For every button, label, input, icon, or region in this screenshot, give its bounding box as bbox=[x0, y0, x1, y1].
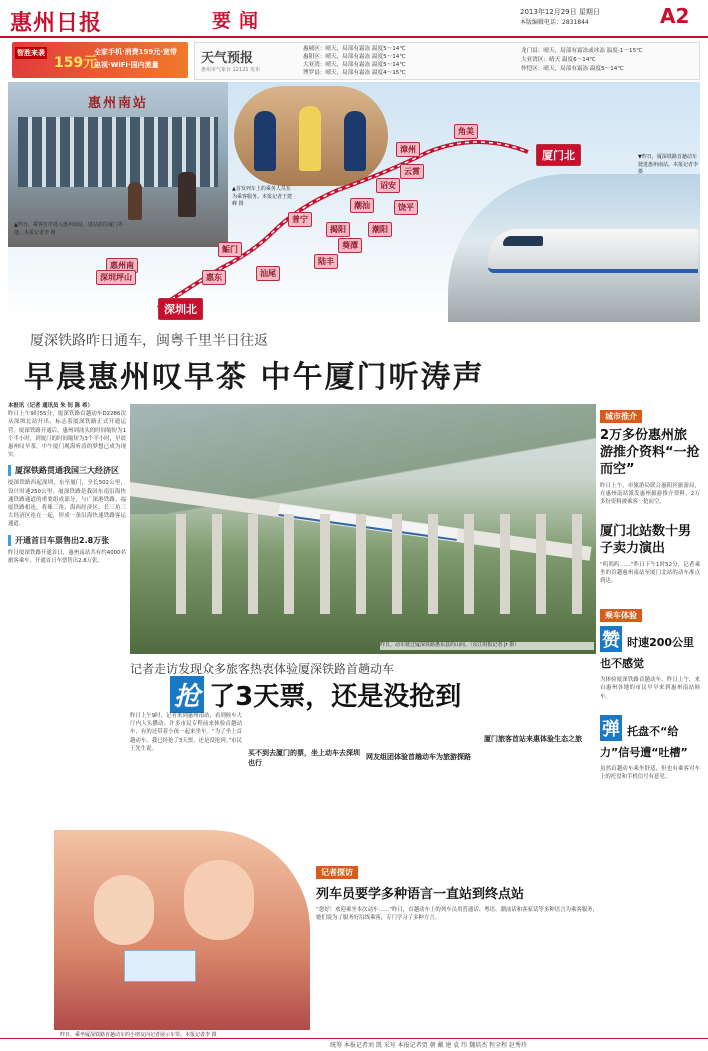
station-label: 云霄 bbox=[400, 164, 424, 179]
weather-line: 博罗县：晴天，局部有霜冻 温度4～15℃ bbox=[303, 70, 406, 76]
station-label: 汕尾 bbox=[256, 266, 280, 281]
story-title-1: 记者走访发现众多旅客热衷体验厦深铁路首趟动车 bbox=[130, 662, 395, 676]
lead-subhead-2: 开通首日车票售出2.8万张 bbox=[8, 535, 126, 546]
viaduct-piers bbox=[150, 514, 590, 614]
weather-line: 惠城区：晴天，局部有霜冻 温度5～14℃ bbox=[303, 46, 406, 52]
child-face bbox=[94, 875, 154, 945]
sidebar-block-praise bbox=[600, 626, 700, 672]
sidebar-tag-city: 城市推介 bbox=[600, 410, 642, 423]
ad-badge: 智胜来袭 bbox=[17, 49, 45, 57]
sidebar-block-complaint bbox=[600, 715, 700, 761]
story-subhead-b: 网友组团体验首趟动车为旅游探路 bbox=[366, 753, 471, 761]
station-label-terminus: 厦门北 bbox=[536, 144, 581, 166]
masthead bbox=[0, 0, 708, 38]
page-number: A2 bbox=[660, 4, 690, 28]
ad-banner bbox=[12, 42, 188, 78]
section-title: 要闻 bbox=[212, 10, 267, 32]
crew-photo-caption: ▲首发列车上的乘务人员在为乘客服务。本报记者王建峰 摄 bbox=[232, 186, 293, 207]
kids-photo-caption: 昨日，乘坐厦深铁路首趟动车的小朋友向记者展示车票。本报记者李 摄 bbox=[60, 1032, 217, 1038]
sidebar-text-4: 虽然首趟动车乘坐舒适，但也有乘客对车上的托盘和手机信号有意见。 bbox=[600, 765, 700, 781]
lead-paragraph-3: 昨日厦深铁路开通首日，惠州南站共有约4000名旅客乘车，开通首日车票售出2.8万张。 bbox=[8, 549, 126, 564]
lead-paragraph-2: 厦深铁路西起深圳，东至厦门，全长502公里，设计时速250公里。厦深铁路是我国东南沿海快速铁路通道的重要组成部分，与广深港铁路、福厦铁路相连，将珠三角、海西经济区、长三角三大经济区连在一起，形成一条沿海快速铁路客运通道。 bbox=[8, 480, 126, 528]
weather-line: 仲恺区：晴天，局部有霜冻 温度5～14℃ bbox=[521, 66, 624, 72]
station-label: 揭阳 bbox=[326, 222, 350, 237]
train-window bbox=[503, 236, 543, 246]
ad-line-1: 全家手机·消费159元·宽带 bbox=[94, 48, 177, 56]
station-label: 深圳坪山 bbox=[96, 270, 136, 285]
weather-line: 惠阳区：晴天，局部有霜冻 温度5～14℃ bbox=[303, 54, 406, 60]
station-label: 角美 bbox=[454, 124, 478, 139]
headline-main: 早晨惠州叹早茶 中午厦门听涛声 bbox=[24, 360, 485, 395]
station-photo-caption: ▲昨日，乘客有序进入惠州南站，进站前往厦门等地。本报记者李 摄 bbox=[14, 222, 123, 236]
ad-price: 159元 bbox=[54, 55, 98, 71]
editor-phone: 本版编辑电话：2831844 bbox=[520, 19, 589, 26]
story-title-big-char: 抢 bbox=[170, 676, 204, 713]
kids-photo bbox=[54, 830, 310, 1030]
train-ticket bbox=[124, 950, 196, 982]
sidebar-text-2: “呜呜呜……”昨日下午1时52分，记者乘坐的首趟惠州南站至厦门北站的动车准点到达。 bbox=[600, 561, 700, 585]
weather-column-1 bbox=[303, 45, 503, 77]
sidebar-text-1: 昨日上午，市旅游局联合惠阳区旅游局，在惠州南站派发惠州旅游推介资料，2万多份资料被乘客一抢而空。 bbox=[600, 483, 700, 506]
sidebar-text-3: 为体验厦深铁路首趟动车，昨日上午，来自惠州各地的市民早早来到惠州南站候车。 bbox=[600, 677, 700, 700]
station-label: 潮阳 bbox=[368, 222, 392, 237]
crew-story-text: “您好！欢迎乘坐本次动车……”昨日，首趟动车上的列车员用普通话、粤语、潮汕话和客家话等多种语言为乘客服务，她们说为了服务好沿线乘客，专门学习了多种方言。 bbox=[316, 907, 598, 922]
station-label-origin: 深圳北 bbox=[158, 298, 203, 320]
station-label: 潮汕 bbox=[350, 198, 374, 213]
masthead-rule bbox=[0, 36, 708, 38]
story-col-2 bbox=[248, 712, 360, 768]
train-photo-caption: ▼昨日，厦深铁路首趟动车驶进惠州南站。本报记者李 摄 bbox=[638, 154, 699, 175]
footer-credits: 统筹 本报记者刘 凯 采写 本报记者贾 朝 戴 建 袁 纬 魏培杰 程全程 赵秀玲 bbox=[330, 1042, 527, 1049]
sidebar-head-2: 厦门北站数十男子卖力演出 bbox=[600, 523, 692, 556]
sidebar-head-3: 时速200公里也不感觉 bbox=[600, 636, 695, 671]
station-label: 陆丰 bbox=[314, 254, 338, 269]
ad-line-2: 电视·WiFi·国内流量 bbox=[94, 61, 159, 69]
sidebar-head-4: 托盘不“给力”信号遭“吐槽” bbox=[600, 724, 688, 759]
weather-box bbox=[194, 42, 700, 80]
lead-paragraph: 昨日上午9时55分，厦深铁路首趟动车D2286次从深圳北站开出，标志着厦深铁路正式开通运营。厦深铁路开通后，惠州到汕头的时间缩短为1个半小时，到厦门的时间缩短为3个半小时，早晨惠州叹早茶，中午厦门观海听涛的梦想已成为现实。 bbox=[8, 411, 126, 459]
story-subhead-c: 厦门旅客首站来惠体验生态之旅 bbox=[484, 735, 582, 743]
station-label: 普宁 bbox=[288, 212, 312, 227]
route-map-area bbox=[8, 82, 700, 322]
story-title-rest: 了3天票，还是没抢到 bbox=[209, 682, 462, 712]
headline-kicker: 厦深铁路昨日通车，闽粤千里半日往返 bbox=[30, 333, 268, 349]
weather-subtitle: 惠州市气象台 12121 发布 bbox=[201, 67, 261, 73]
child-face bbox=[184, 860, 254, 940]
newspaper-logo: 惠州日报 bbox=[10, 10, 103, 36]
weather-column-2 bbox=[521, 47, 697, 74]
station-label: 诏安 bbox=[376, 178, 400, 193]
story-col-3 bbox=[366, 712, 478, 762]
story-col-1: 昨日上午9时，记者来到惠州南站，看到候车大厅内人头攒动。许多市民专程前来体验首趟动车，有的还带着小孩一起来坐车。“为了坐上首趟动车，我已经抢了3天票，还是没抢到。”市民王先生说。 bbox=[130, 713, 242, 752]
sidebar-head-1: 2万多份惠州旅游推介资料“一抢而空” bbox=[600, 428, 700, 477]
story-col-4 bbox=[484, 712, 596, 744]
station-label: 惠东 bbox=[202, 270, 226, 285]
crew-story-tag: 记者探访 bbox=[316, 866, 358, 879]
sidebar bbox=[600, 404, 700, 1024]
story-subhead-a: 买不到去厦门的票，坐上动车去深圳也行 bbox=[248, 749, 360, 767]
bridge-photo bbox=[130, 404, 596, 654]
story-title-2 bbox=[170, 676, 461, 713]
lead-byline: 本报讯（记者 通讯员 朱 钊 陈 希） bbox=[8, 403, 93, 409]
lead-column bbox=[8, 402, 126, 782]
lead-subhead-1: 厦深铁路贯通我国三大经济区 bbox=[8, 465, 126, 476]
weather-line: 大亚湾区：晴天 温度6～14℃ bbox=[521, 57, 596, 63]
weather-line: 大亚湾：晴天，局部有霜冻 温度5～14℃ bbox=[303, 62, 406, 68]
issue-date: 2013年12月29日 星期日 bbox=[520, 8, 600, 16]
praise-char: 赞 bbox=[600, 626, 622, 652]
footer-rule bbox=[0, 1038, 708, 1039]
bridge-photo-caption: 昨日，动车驶过厦深铁路惠东县的山间。（东江时报记者 Jr 摄） bbox=[380, 642, 594, 650]
crew-story-head: 列车员要学多种语言一直站到终点站 bbox=[316, 887, 525, 902]
sidebar-tag-ride: 乘车体验 bbox=[600, 609, 642, 622]
station-sign: 惠州南站 bbox=[88, 96, 149, 111]
station-label: 鲘门 bbox=[218, 242, 242, 257]
weather-title: 天气预报 bbox=[201, 51, 254, 66]
station-label: 惠州南 bbox=[106, 258, 138, 273]
station-label: 漳州 bbox=[396, 142, 420, 157]
weather-line: 龙门县：晴天，局部有霜冻或冰冻 温度-1～15℃ bbox=[521, 48, 643, 54]
station-label: 葵潭 bbox=[338, 238, 362, 253]
station-label: 饶平 bbox=[394, 200, 418, 215]
crew-story bbox=[316, 860, 598, 1028]
complaint-char: 弹 bbox=[600, 715, 622, 741]
